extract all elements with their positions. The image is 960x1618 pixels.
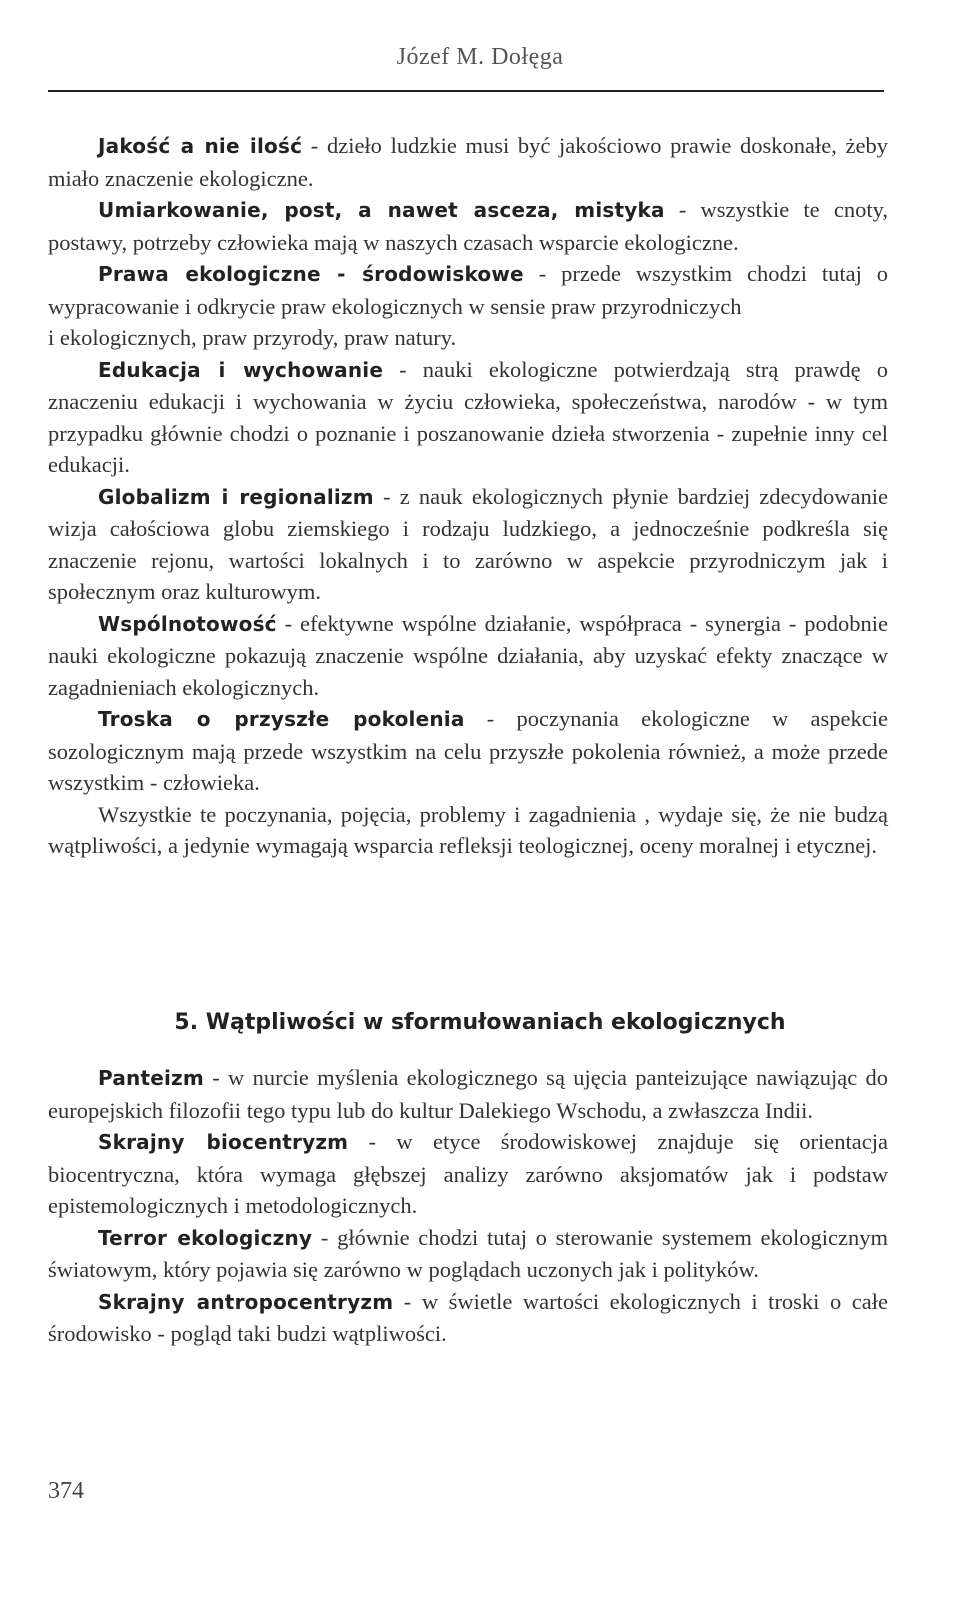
term: Wspólnotowość — [98, 611, 277, 636]
paragraph-text: - wszystkie te cnoty, postawy, potrzeby człowieka mają w naszych czasach wsparcie ekologiczne. — [48, 197, 888, 255]
term: Skrajny biocentryzm — [98, 1130, 349, 1154]
section-heading: 5. Wątpliwości w sformułowaniach ekologicznych — [174, 1010, 786, 1035]
paragraph-text: - z nauk ekologicznych płynie bardziej zdecydowanie wizja całościowa globu ziemskiego i rodzaju ludzkiego, a jednocześnie podkreśla się znaczenie rejonu, wartości lokalnych i to zarówno w aspekcie przyrodniczym jak i społecznym oraz kulturowym. — [48, 483, 888, 604]
paragraph-text: - w świetle wartości ekologicznych i troski o całe środowisko - pogląd taki budzi wątpliwości. — [48, 1288, 888, 1346]
paragraph-panteizm — [48, 1062, 888, 1126]
term: Skrajny antropocentryzm — [98, 1289, 394, 1314]
paragraph-text: - w nurcie myślenia ekologicznego są ujęcia panteizujące nawiązując do europejskich filozofii tego typu lub do kultur Dalekiego Wschodu, a zwłaszcza Indii. — [48, 1065, 888, 1123]
term: Globalizm i regionalizm — [98, 484, 374, 509]
paragraph-antropocentryzm — [48, 1286, 888, 1350]
main-text — [48, 130, 888, 862]
section-text — [48, 1062, 888, 1350]
paragraph-edukacja — [48, 354, 888, 481]
paragraph-text: - efektywne wspólne działanie, współpraca - synergia - podobnie nauki ekologiczne pokazują znaczenie wspólne działania, aby uzyskać efekty znaczące w zagadnieniach ekologicznych. — [48, 610, 888, 700]
term: Panteizm — [98, 1066, 204, 1090]
paragraph-prawa — [48, 258, 888, 322]
paragraph-terror — [48, 1222, 888, 1286]
paragraph-text: - przede wszystkim chodzi tutaj o wypracowanie i odkrycie praw ekologicznych w sensie praw przyrodniczych — [48, 261, 888, 319]
paragraph-globalizm — [48, 481, 888, 608]
paragraph-text: Wszystkie te poczynania, pojęcia, problemy i zagadnienia , wydaje się, że nie budzą wątpliwości, a jedynie wymagają wsparcia refleksji teologicznej, oceny moralnej i etycznej. — [48, 801, 888, 858]
paragraph-text: - poczynania ekologiczne w aspekcie sozologicznym mają przede wszystkim na celu przyszłe pokolenia również, a może przede wszystkim - człowieka. — [48, 706, 888, 795]
term: Edukacja i wychowanie — [98, 357, 384, 382]
term: Prawa ekologiczne - środowiskowe — [98, 262, 524, 286]
paragraph-summary — [48, 799, 888, 862]
paragraph-wspolnotowosc — [48, 608, 888, 704]
paragraph-jakosc — [48, 130, 888, 194]
paragraph-umiarkowanie — [48, 194, 888, 258]
paragraph-troska — [48, 703, 888, 799]
header-rule — [48, 90, 884, 92]
term: Troska o przyszłe pokolenia — [98, 707, 465, 731]
paragraph-text: - nauki ekologiczne potwierdzają strą prawdę o znaczeniu edukacji i wychowania w życiu człowieka, społeczeństwa, narodów - w tym przypadku głównie chodzi o poznanie i poszanowanie dzieła stworzenia - zupełnie inny cel edukacji. — [48, 356, 888, 477]
paragraph-text: i ekologicznych, praw przyrody, praw natury. — [48, 325, 457, 350]
term: Jakość a nie ilość — [98, 134, 303, 158]
paragraph-text: - dzieło ludzkie musi być jakościowo prawie doskonałe, żeby miało znaczenie ekologiczne. — [48, 133, 889, 191]
paragraph-biocentryzm — [48, 1126, 888, 1222]
paragraph-text: - głównie chodzi tutaj o sterowanie systemem ekologicznym światowym, który pojawia się zarówno w poglądach uczonych jak i polityków. — [48, 1224, 888, 1282]
paragraph-prawa-cont — [48, 322, 888, 354]
paragraph-text: - w etyce środowiskowej znajduje się orientacja biocentryczna, która wymaga głębszej analizy zarówno aksjomatów jak i podstaw epistemologicznych i metodologicznych. — [48, 1129, 888, 1218]
page-number: 374 — [48, 1478, 84, 1504]
running-header: Józef M. Dołęga — [396, 44, 564, 70]
term: Terror ekologiczny — [98, 1225, 313, 1250]
term: Umiarkowanie, post, a nawet asceza, mistyka — [98, 198, 665, 222]
